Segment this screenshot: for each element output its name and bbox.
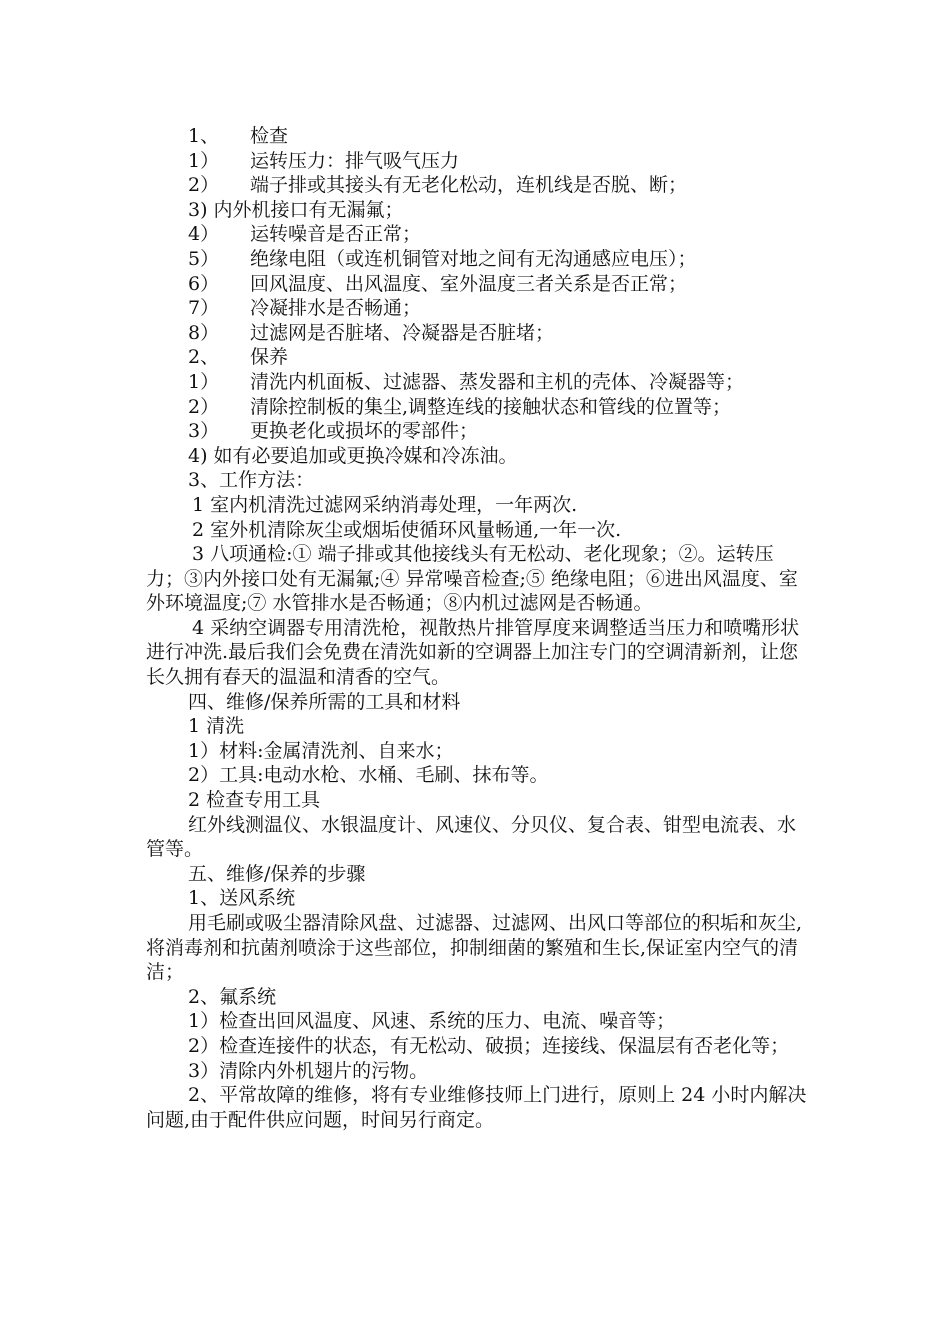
list-item: 3) 内外机接口有无漏氟； xyxy=(188,198,404,221)
paragraph: 2、平常故障的维修，将有专业维修技师上门进行，原则上 24 小时内解决问题,由于配件供应问题，时间另行商定。 xyxy=(146,1084,807,1131)
list-item: 4) 如有必要追加或更换冷媒和冷冻油。 xyxy=(188,444,518,467)
heading-check: 1、 检查 xyxy=(188,125,289,147)
heading-steps: 五、维修/保养的步骤 xyxy=(188,862,366,885)
list-item: 8） 过滤网是否脏堵、冷凝器是否脏堵； xyxy=(188,321,555,344)
list-item: 2）工具:电动水枪、水桶、毛刷、抹布等。 xyxy=(188,764,549,787)
list-item: 3） 更换老化或损坏的零部件； xyxy=(188,420,479,443)
list-item: 1）材料:金属清洗剂、自来水； xyxy=(188,739,454,762)
paragraph: 1 室内机清洗过滤网采纳消毒处理，一年两次. xyxy=(192,493,578,516)
subheading: 2、氟系统 xyxy=(188,985,277,1008)
subheading: 1、送风系统 xyxy=(188,887,296,910)
list-item: 1） 清洗内机面板、过滤器、蒸发器和主机的壳体、冷凝器等； xyxy=(188,370,745,393)
document-body xyxy=(146,124,808,1132)
list-item: 2） 清除控制板的集尘,调整连线的接触状态和管线的位置等； xyxy=(188,395,732,418)
paragraph: 2 室外机清除灰尘或烟垢使循环风量畅通,一年一次. xyxy=(192,518,622,541)
list-item: 3）清除内外机翅片的污物。 xyxy=(188,1059,429,1082)
paragraph: 用毛刷或吸尘器清除风盘、过滤器、过滤网、出风口等部位的积垢和灰尘,将消毒剂和抗菌剂喷涂于这些部位，抑制细菌的繁殖和生长,保证室内空气的清洁； xyxy=(146,912,803,984)
list-item: 2） 端子排或其接头有无老化松动，连机线是否脱、断； xyxy=(188,174,688,197)
list-item: 7） 冷凝排水是否畅通； xyxy=(188,297,422,320)
paragraph: 4 采纳空调器专用清洗枪，视散热片排管厚度来调整适当压力和喷嘴形状进行冲洗.最后我们会免费在清洗如新的空调器上加注专门的空调清新剂，让您长久拥有春天的温温和清香的空气。 xyxy=(146,616,800,689)
heading-work-method: 3、工作方法： xyxy=(188,469,315,492)
paragraph: 红外线测温仪、水银温度计、风速仪、分贝仪、复合表、钳型电流表、水管等。 xyxy=(146,813,797,861)
heading-maintenance: 2、 保养 xyxy=(188,346,289,369)
list-item: 5） 绝缘电阻（或连机铜管对地之间有无沟通感应电压）； xyxy=(188,247,697,270)
subheading: 2 检查专用工具 xyxy=(188,789,321,812)
paragraph: 3 八项通检:① 端子排或其他接线头有无松动、老化现象；②。运转压力；③内外接口处有无漏氟;④ 异常噪音检查;⑤ 绝缘电阻；⑥进出风温度、室外环境温度;⑦ 水管排水是否畅通；⑧内机过滤网是否畅通。 xyxy=(146,543,798,615)
list-item: 4） 运转噪音是否正常； xyxy=(188,223,422,246)
list-item: 6） 回风温度、出风温度、室外温度三者关系是否正常； xyxy=(188,272,688,295)
list-item: 1）检查出回风温度、风速、系统的压力、电流、噪音等； xyxy=(188,1010,676,1033)
list-item: 2）检查连接件的状态，有无松动、破损；连接线、保温层有否老化等； xyxy=(188,1034,790,1057)
heading-tools: 四、维修/保养所需的工具和材料 xyxy=(188,690,461,713)
list-item: 1） 运转压力：排气吸气压力 xyxy=(188,149,460,172)
subheading: 1 清洗 xyxy=(188,715,245,738)
